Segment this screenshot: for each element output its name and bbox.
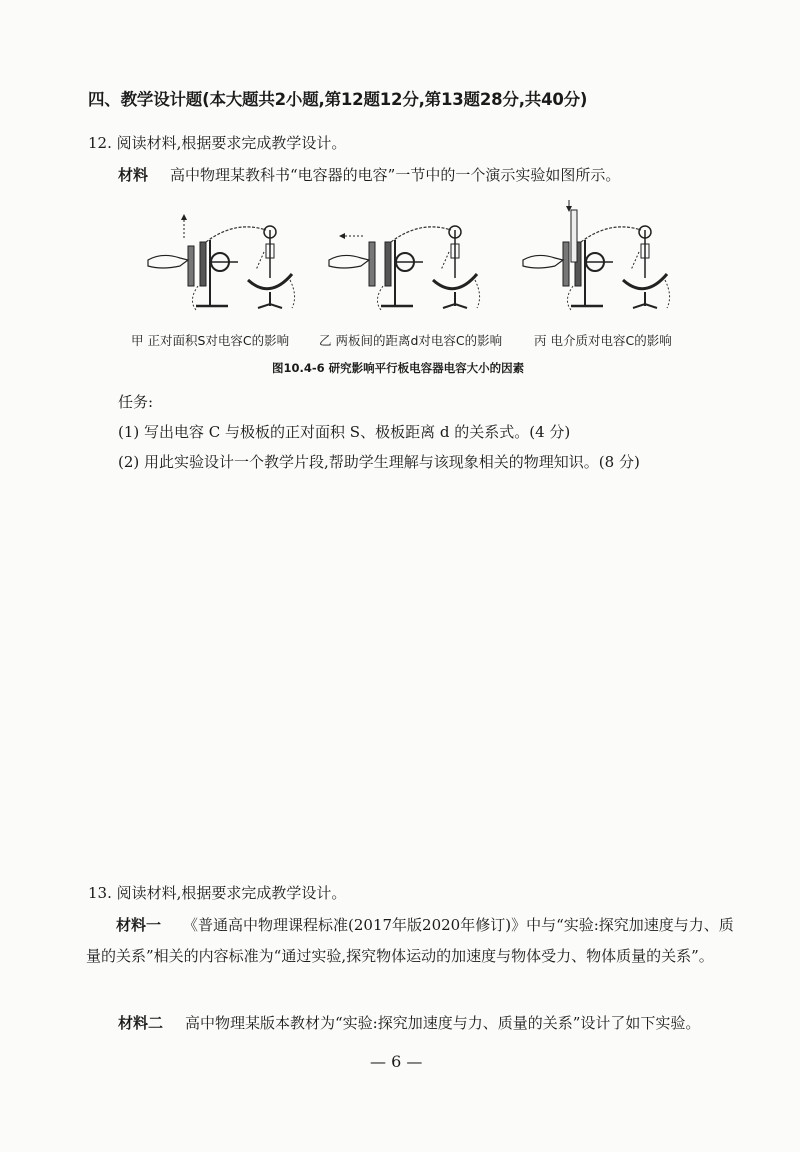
figure-panel-c bbox=[523, 200, 670, 310]
figure-panel-a bbox=[148, 214, 295, 310]
material-label: 材料 bbox=[118, 166, 149, 184]
task-label: 任务: bbox=[118, 393, 154, 411]
figure-subcaption-b: 乙 两板间的距离d对电容C的影响 bbox=[319, 333, 503, 348]
figure-subcaption-a: 甲 正对面积S对电容C的影响 bbox=[131, 333, 290, 348]
material-2-label: 材料二 bbox=[118, 1014, 164, 1032]
material-2-text: 高中物理某版本教材为“实验:探究加速度与力、质量的关系”设计了如下实验。 bbox=[185, 1014, 701, 1032]
question-12-stem: 12. 阅读材料,根据要求完成教学设计。 bbox=[88, 134, 347, 152]
task-2: (2) 用此实验设计一个教学片段,帮助学生理解与该现象相关的物理知识。(8 分) bbox=[118, 453, 640, 471]
material-text: 高中物理某教科书“电容器的电容”一节中的一个演示实验如图所示。 bbox=[170, 166, 621, 184]
figure-panel-b bbox=[329, 226, 480, 310]
question-12-material bbox=[118, 164, 620, 185]
task-1: (1) 写出电容 C 与极板的正对面积 S、极板距离 d 的关系式。(4 分) bbox=[118, 423, 571, 441]
material-1-label: 材料一 bbox=[116, 916, 162, 934]
question-13-material-2 bbox=[118, 1012, 700, 1033]
page-number: — 6 — bbox=[370, 1052, 423, 1071]
section-title: 四、教学设计题(本大题共2小题,第12题12分,第13题28分,共40分) bbox=[88, 90, 588, 109]
question-13-material-1 bbox=[86, 910, 746, 972]
figure-caption: 图10.4-6 研究影响平行板电容器电容大小的因素 bbox=[272, 361, 525, 375]
figure-subcaption-c: 丙 电介质对电容C的影响 bbox=[534, 333, 672, 348]
question-13-stem: 13. 阅读材料,根据要求完成教学设计。 bbox=[88, 884, 347, 902]
capacitor-experiment-figure bbox=[140, 200, 700, 318]
material-1-text: 《普通高中物理课程标准(2017年版2020年修订)》中与“实验:探究加速度与力、质量的关系”相关的内容标准为“通过实验,探究物体运动的加速度与物体受力、物体质量的关系”。 bbox=[86, 916, 734, 965]
